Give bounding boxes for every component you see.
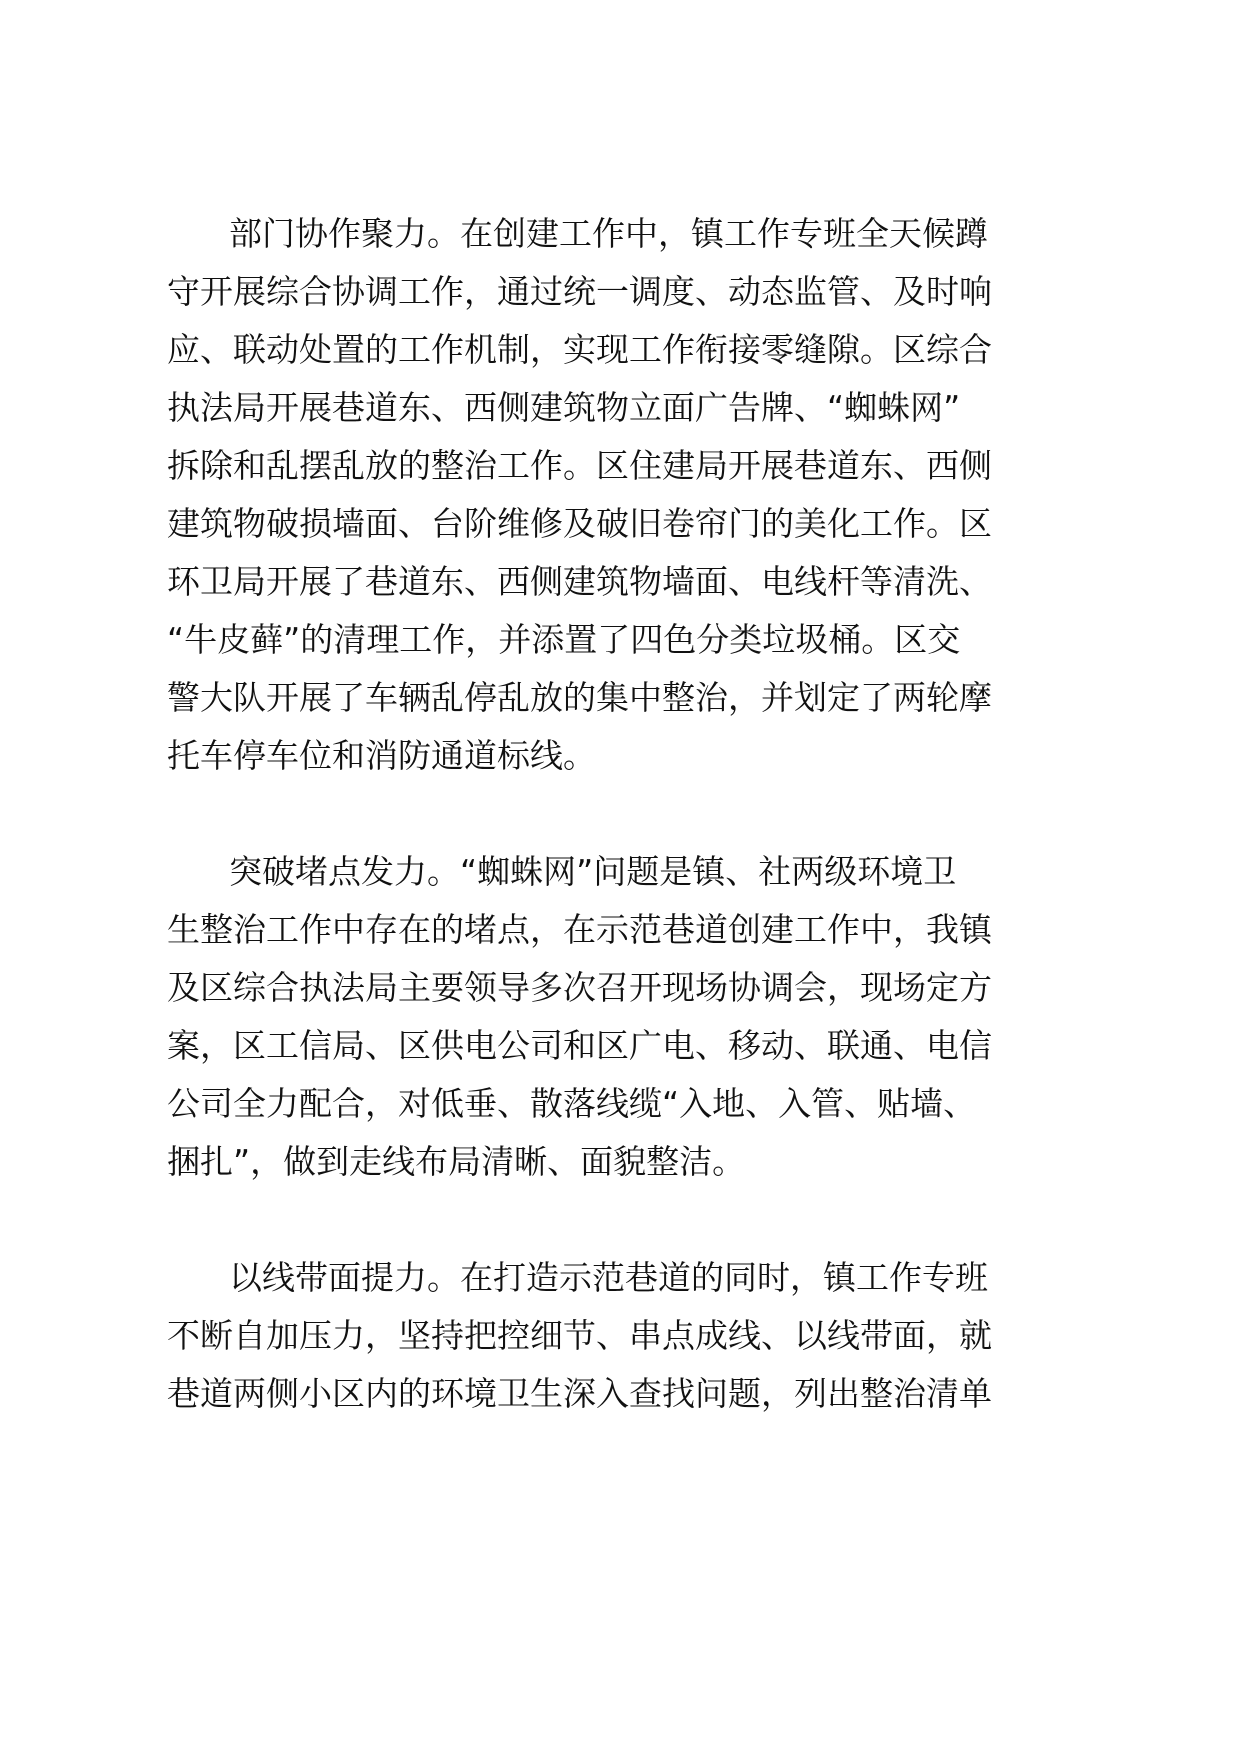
paragraph-3-line-1: 以线带面提力。在打造示范巷道的同时，镇工作专班 xyxy=(229,1258,988,1297)
paragraph-1-line-1: 部门协作聚力。在创建工作中，镇工作专班全天候蹲 xyxy=(229,214,988,253)
paragraph-2-line-4: 案，区工信局、区供电公司和区广电、移动、联通、电信 xyxy=(167,1026,992,1065)
paragraph-1-line-2: 守开展综合协调工作，通过统一调度、动态监管、及时响 xyxy=(167,272,992,311)
paragraph-2-line-2: 生整治工作中存在的堵点，在示范巷道创建工作中，我镇 xyxy=(167,910,992,949)
paragraph-1-line-5: 拆除和乱摆乱放的整治工作。区住建局开展巷道东、西侧 xyxy=(167,446,992,485)
paragraph-1-line-7: 环卫局开展了巷道东、西侧建筑物墙面、电线杆等清洗、 xyxy=(167,562,992,601)
paragraph-3-line-2: 不断自加压力，坚持把控细节、串点成线、以线带面，就 xyxy=(167,1316,992,1355)
paragraph-1-line-8: “牛皮藓”的清理工作，并添置了四色分类垃圾桶。区交 xyxy=(167,620,961,659)
paragraph-1-line-9: 警大队开展了车辆乱停乱放的集中整治，并划定了两轮摩 xyxy=(167,678,992,717)
paragraph-2-line-5: 公司全力配合，对低垂、散落线缆“入地、入管、贴墙、 xyxy=(167,1084,977,1123)
paragraph-1-line-4: 执法局开展巷道东、西侧建筑物立面广告牌、“蜘蛛网” xyxy=(167,388,961,427)
paragraph-2-line-6: 捆扎”，做到走线布局清晰、面貌整洁。 xyxy=(167,1142,746,1181)
paragraph-3-line-3: 巷道两侧小区内的环境卫生深入查找问题，列出整治清单 xyxy=(167,1374,992,1413)
paragraph-1-line-3: 应、联动处置的工作机制，实现工作衔接零缝隙。区综合 xyxy=(167,330,992,369)
paragraph-2-line-3: 及区综合执法局主要领导多次召开现场协调会，现场定方 xyxy=(167,968,992,1007)
paragraph-2-line-1: 突破堵点发力。“蜘蛛网”问题是镇、社两级环境卫 xyxy=(229,852,957,891)
paragraph-1-line-10: 托车停车位和消防通道标线。 xyxy=(167,736,596,775)
paragraph-1-line-6: 建筑物破损墙面、台阶维修及破旧卷帘门的美化工作。区 xyxy=(167,504,992,543)
